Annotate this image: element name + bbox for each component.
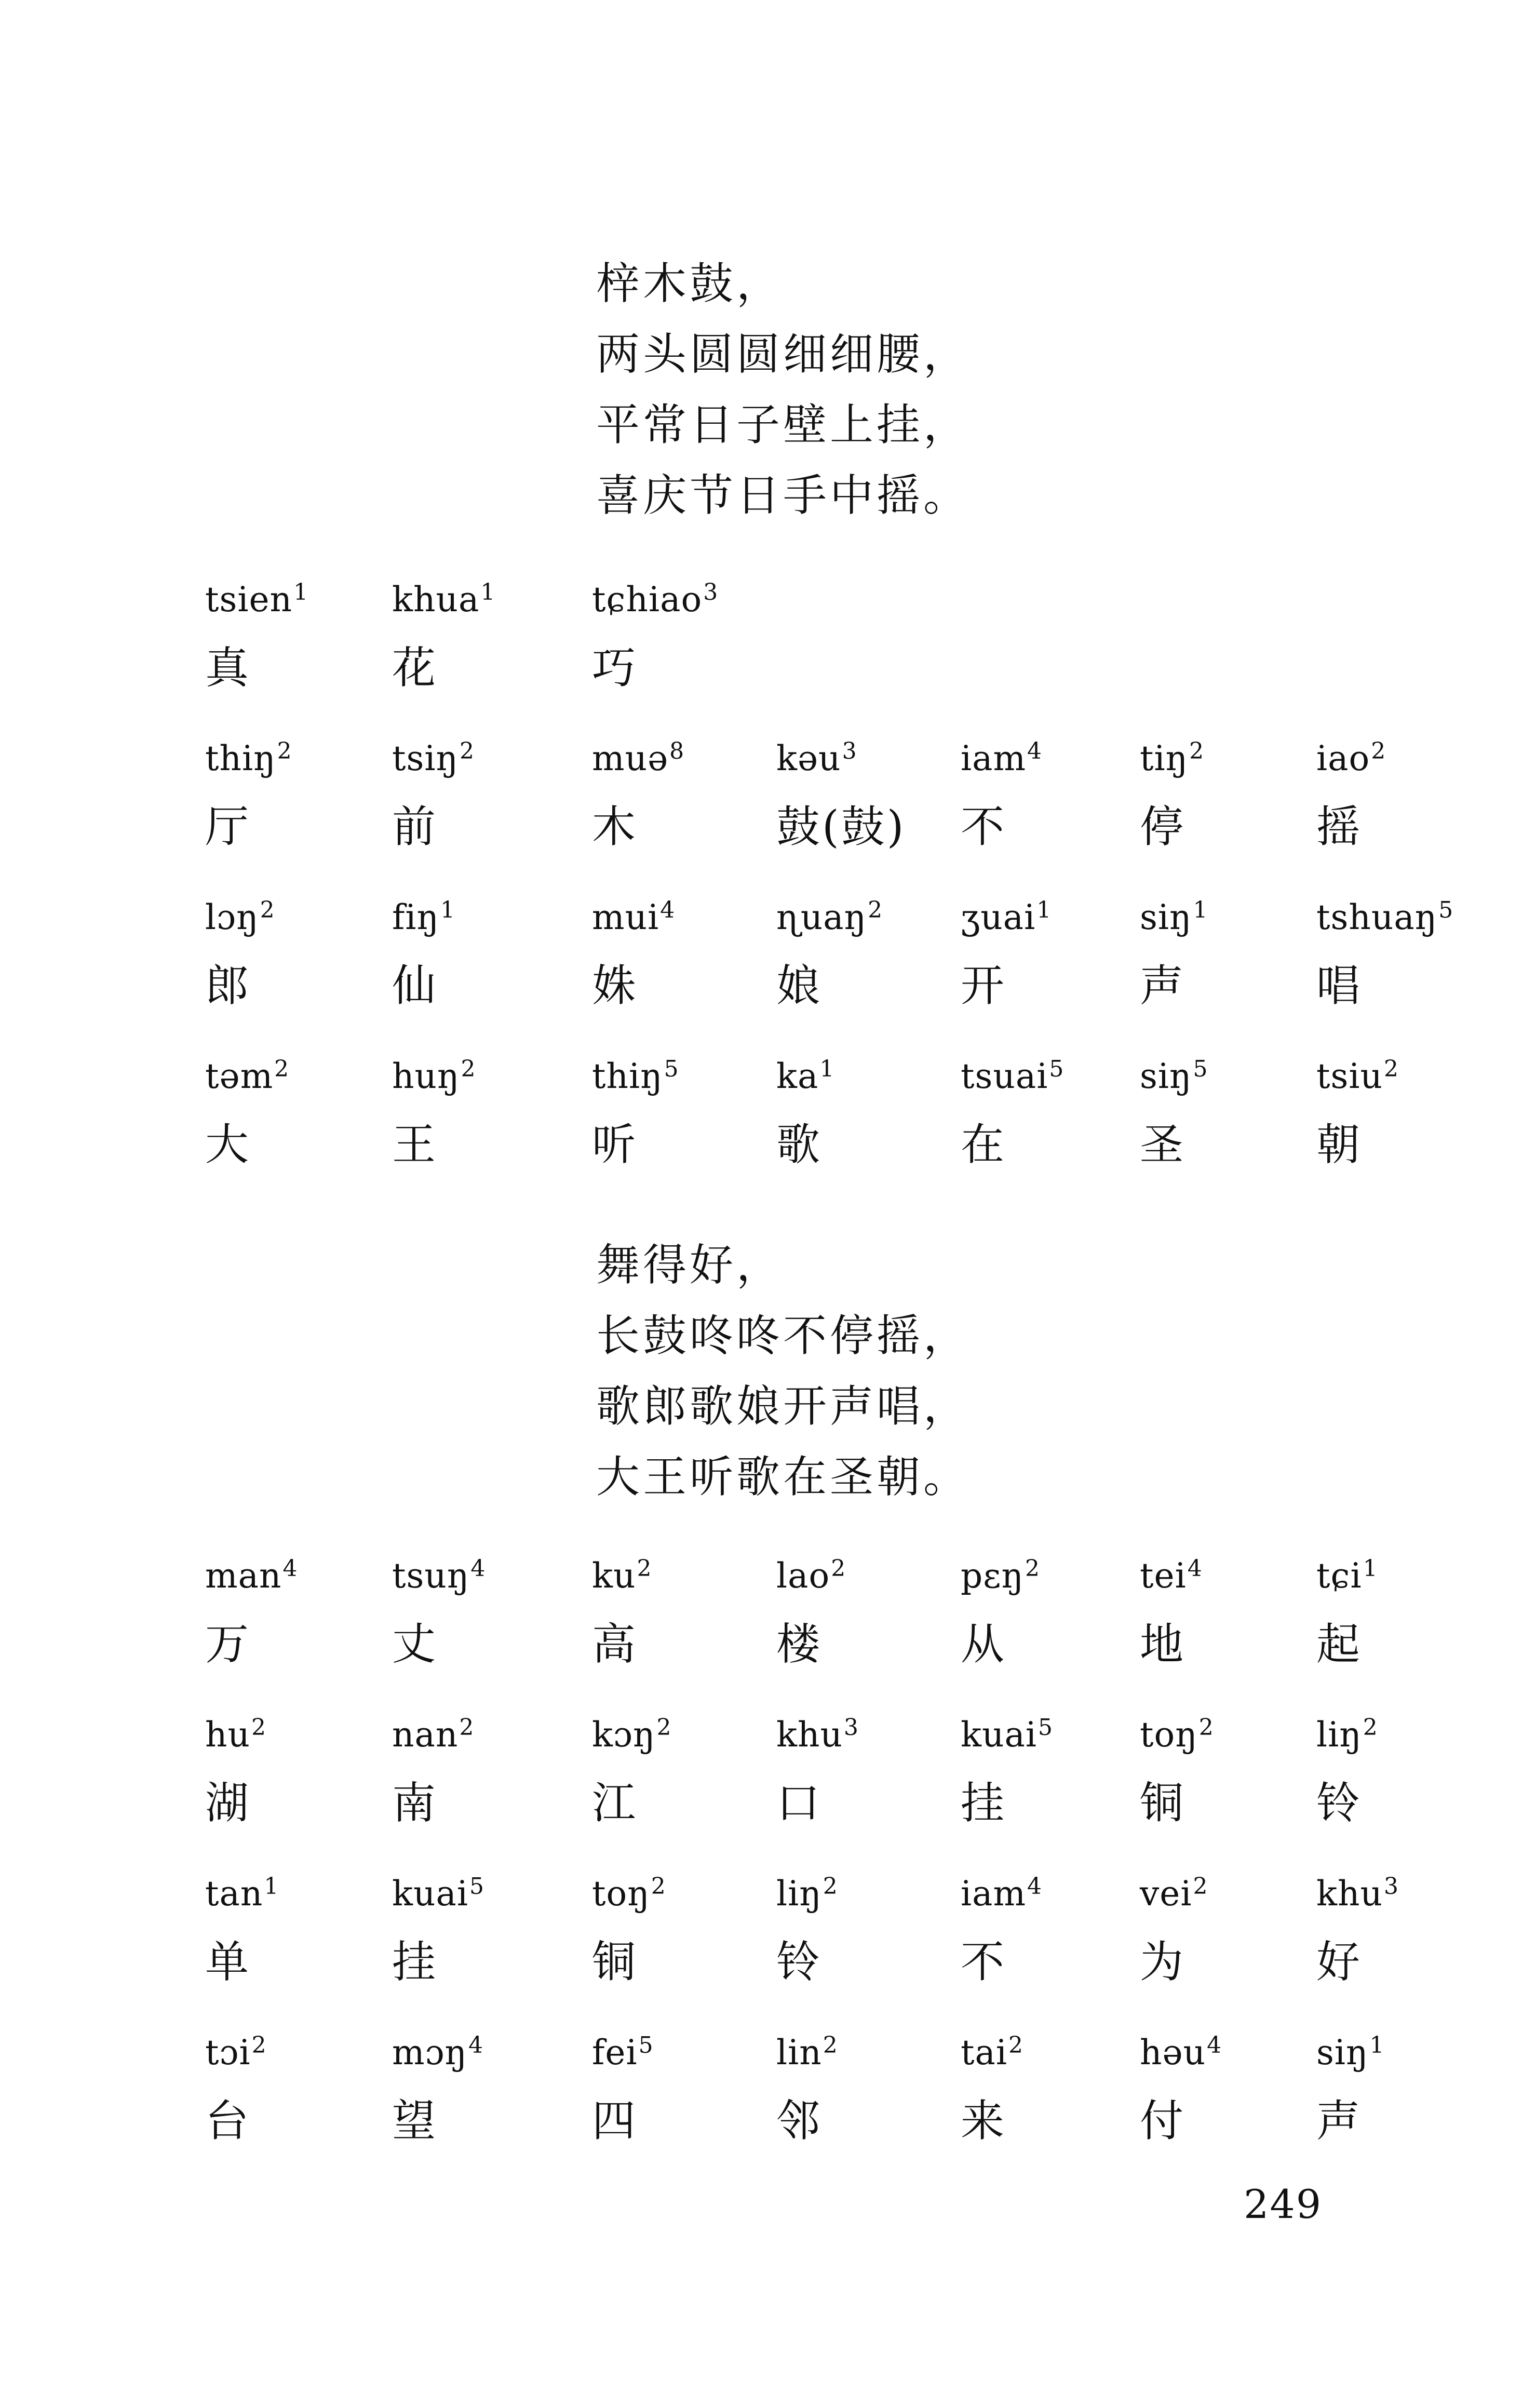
chinese-character: 万 <box>205 1619 251 1670</box>
gloss-cell <box>392 1553 486 1670</box>
romanization <box>392 1712 474 1758</box>
gloss-cell <box>392 576 495 694</box>
gloss-cell <box>592 2029 654 2147</box>
romanization-syllable: tai <box>961 2033 1007 2073</box>
chinese-character: 邻 <box>776 2095 823 2146</box>
tone-number: 2 <box>461 1056 476 1082</box>
tone-number: 2 <box>823 1873 838 1900</box>
romanization <box>1140 2029 1222 2076</box>
romanization-syllable: pɛŋ <box>961 1556 1024 1596</box>
gloss-cell <box>205 894 275 1012</box>
gloss-cell <box>592 1553 652 1670</box>
romanization <box>1140 894 1208 941</box>
gloss-cell <box>1140 735 1204 853</box>
romanization <box>1316 2029 1385 2076</box>
tone-number: 2 <box>823 2032 838 2059</box>
gloss-cell <box>392 1871 484 1988</box>
romanization <box>776 1712 859 1758</box>
romanization <box>961 1712 1053 1758</box>
chinese-character: 开 <box>961 960 1007 1011</box>
romanization <box>961 2029 1023 2076</box>
chinese-character: 大 <box>205 1119 251 1170</box>
tone-number: 2 <box>1193 1873 1208 1900</box>
romanization-syllable: həu <box>1140 2033 1206 2073</box>
tone-number: 2 <box>1025 1555 1040 1582</box>
tone-number: 2 <box>251 2032 267 2059</box>
romanization <box>392 2029 483 2076</box>
gloss-cell <box>961 1553 1040 1670</box>
romanization <box>961 735 1042 782</box>
romanization <box>961 1553 1040 1599</box>
gloss-cell <box>1140 894 1208 1012</box>
romanization <box>205 576 308 623</box>
poem-line: 两头圆圆细细腰， <box>596 329 971 380</box>
romanization-syllable: lɔŋ <box>205 897 259 937</box>
tone-number: 2 <box>637 1555 652 1582</box>
chinese-character: 高 <box>592 1619 638 1670</box>
gloss-cell <box>1316 1553 1378 1670</box>
tone-number: 1 <box>1369 2032 1385 2059</box>
chinese-character: 望 <box>392 2095 438 2146</box>
tone-number: 4 <box>282 1555 298 1582</box>
romanization <box>392 1871 484 1917</box>
romanization <box>392 1053 476 1100</box>
chinese-character: 口 <box>776 1778 823 1828</box>
romanization-syllable: ka <box>776 1056 819 1096</box>
romanization-syllable: vei <box>1140 1874 1192 1914</box>
chinese-character: 前 <box>392 801 438 852</box>
romanization-syllable: liŋ <box>1316 1715 1362 1755</box>
poem-line: 歌郎歌娘开声唱， <box>596 1381 971 1432</box>
romanization <box>205 1053 289 1100</box>
romanization <box>592 2029 654 2076</box>
gloss-row <box>205 894 1454 1053</box>
gloss-cell <box>592 735 684 853</box>
chinese-character: 停 <box>1140 801 1186 852</box>
romanization-syllable: ku <box>592 1556 636 1596</box>
romanization <box>592 735 684 782</box>
tone-number: 1 <box>1193 897 1208 923</box>
romanization-syllable: mɔŋ <box>392 2033 468 2073</box>
tone-number: 2 <box>277 738 292 764</box>
tone-number: 4 <box>470 1555 486 1582</box>
tone-number: 4 <box>1027 738 1043 764</box>
gloss-cell <box>1316 1053 1399 1171</box>
tone-number: 2 <box>260 897 275 923</box>
chinese-character: 朝 <box>1316 1119 1363 1170</box>
romanization <box>1140 1053 1208 1100</box>
romanization <box>1316 1712 1378 1758</box>
gloss-cell <box>961 1053 1064 1171</box>
chinese-character: 不 <box>961 801 1007 852</box>
tone-number: 1 <box>264 1873 279 1900</box>
tone-number: 2 <box>1198 1714 1214 1741</box>
chinese-character: 木 <box>592 801 638 852</box>
romanization-syllable: tɔi <box>205 2033 251 2073</box>
gloss-cell <box>392 1053 476 1171</box>
chinese-character: 挂 <box>392 1936 438 1987</box>
chinese-character: 不 <box>961 1936 1007 1987</box>
romanization-syllable: fei <box>592 2033 638 2073</box>
romanization-syllable: tɕhiao <box>592 580 703 620</box>
chinese-character: 南 <box>392 1778 438 1828</box>
gloss-cell <box>961 735 1042 853</box>
romanization <box>776 1053 834 1100</box>
chinese-character: 台 <box>205 2095 251 2146</box>
romanization <box>1140 1712 1214 1758</box>
romanization-syllable: khu <box>1316 1874 1383 1914</box>
gloss-cell <box>392 735 475 853</box>
gloss-cell <box>1140 1553 1203 1670</box>
romanization-syllable: man <box>205 1556 282 1596</box>
tone-number: 5 <box>1193 1056 1208 1082</box>
gloss-cell <box>776 894 883 1012</box>
romanization-syllable: siŋ <box>1140 1056 1192 1096</box>
romanization-syllable: muə <box>592 738 669 778</box>
romanization <box>776 1553 846 1599</box>
romanization <box>776 894 883 941</box>
romanization <box>776 2029 838 2076</box>
stanza-2 <box>596 1230 970 1512</box>
tone-number: 5 <box>1438 897 1454 923</box>
gloss-cell <box>776 1053 834 1171</box>
gloss-cell <box>592 1053 679 1171</box>
tone-number: 5 <box>469 1873 484 1900</box>
gloss-cell <box>392 2029 483 2147</box>
romanization <box>205 735 292 782</box>
gloss-cell <box>392 894 455 1012</box>
romanization <box>1140 1553 1203 1599</box>
gloss-cell <box>1140 1871 1208 1988</box>
romanization <box>392 894 455 941</box>
romanization <box>776 735 906 782</box>
romanization-syllable: tɕi <box>1316 1556 1362 1596</box>
tone-number: 4 <box>1027 1873 1043 1900</box>
gloss-cell <box>776 1871 838 1988</box>
chinese-character: 郎 <box>205 960 251 1011</box>
chinese-character: 圣 <box>1140 1119 1186 1170</box>
romanization-syllable: thiŋ <box>592 1056 663 1096</box>
romanization-syllable: tei <box>1140 1556 1187 1596</box>
romanization <box>392 576 495 623</box>
gloss-cell <box>1140 2029 1222 2147</box>
gloss-cell <box>776 735 906 853</box>
tone-number: 4 <box>660 897 676 923</box>
chinese-character: 仙 <box>392 960 438 1011</box>
romanization-syllable: tan <box>205 1874 263 1914</box>
romanization-syllable: kuai <box>392 1874 468 1914</box>
tone-number: 2 <box>831 1555 846 1582</box>
gloss-row <box>205 2029 1384 2188</box>
chinese-character: 厅 <box>205 801 251 852</box>
tone-number: 2 <box>656 1714 672 1741</box>
tone-number: 2 <box>1189 738 1205 764</box>
gloss-cell <box>205 576 308 694</box>
romanization-syllable: hu <box>205 1715 251 1755</box>
tone-number: 4 <box>468 2032 484 2059</box>
page-number: 249 <box>1244 2181 1323 2227</box>
romanization <box>1316 1553 1378 1599</box>
tone-number: 1 <box>480 579 496 606</box>
tone-number: 2 <box>1363 1714 1378 1741</box>
gloss-cell <box>1316 2029 1385 2147</box>
romanization <box>961 1871 1042 1917</box>
chinese-character: 起 <box>1316 1619 1363 1670</box>
chinese-character: 付 <box>1140 2095 1186 2146</box>
tone-number: 4 <box>1187 1555 1203 1582</box>
tone-number: 4 <box>1207 2032 1222 2059</box>
gloss-row <box>205 576 1384 735</box>
romanization-syllable: tsiu <box>1316 1056 1383 1096</box>
romanization <box>392 735 475 782</box>
romanization-syllable: mui <box>592 897 659 937</box>
romanization-syllable: lao <box>776 1556 830 1596</box>
tone-number: 2 <box>1384 1056 1399 1082</box>
romanization-syllable: lin <box>776 2033 822 2073</box>
romanization-syllable: siŋ <box>1140 897 1192 937</box>
romanization-syllable: siŋ <box>1316 2033 1369 2073</box>
tone-number: 2 <box>868 897 883 923</box>
romanization <box>205 2029 267 2076</box>
chinese-character: 湖 <box>205 1778 251 1828</box>
romanization-syllable: ɳuaŋ <box>776 897 867 937</box>
gloss-cell <box>1316 735 1386 853</box>
chinese-character: 歌 <box>776 1119 823 1170</box>
gloss-cell <box>205 2029 267 2147</box>
gloss-row <box>205 1553 1384 1712</box>
poem-line: 大王听歌在圣朝。 <box>596 1451 971 1502</box>
tone-number: 2 <box>459 1714 475 1741</box>
romanization-syllable: kəu <box>776 738 841 778</box>
gloss-cell <box>205 1553 298 1670</box>
chinese-character: 铜 <box>1140 1778 1186 1828</box>
chinese-character: 铜 <box>592 1936 638 1987</box>
tone-number: 1 <box>440 897 456 923</box>
romanization-syllable: nan <box>392 1715 459 1755</box>
romanization-syllable: tsuai <box>961 1056 1048 1096</box>
tone-number: 3 <box>842 738 857 764</box>
romanization <box>1140 1871 1208 1917</box>
poem-line: 平常日子壁上挂， <box>596 399 971 450</box>
tone-number: 3 <box>844 1714 859 1741</box>
romanization <box>776 1871 838 1917</box>
romanization-syllable: tsien <box>205 580 293 620</box>
romanization-syllable: tiŋ <box>1140 738 1189 778</box>
gloss-cell <box>776 1553 846 1670</box>
gloss-cell <box>205 1712 266 1829</box>
romanization <box>205 1712 266 1758</box>
chinese-character: 来 <box>961 2095 1007 2146</box>
chinese-character: 地 <box>1140 1619 1186 1670</box>
pinyin-grid-1 <box>205 576 1454 1212</box>
gloss-cell <box>1316 894 1453 1012</box>
chinese-character: 丈 <box>392 1619 438 1670</box>
poem-line: 长鼓咚咚不停摇， <box>596 1310 971 1361</box>
chinese-character: 王 <box>392 1119 438 1170</box>
tone-number: 1 <box>819 1056 835 1082</box>
tone-number: 2 <box>274 1056 290 1082</box>
romanization-syllable: təm <box>205 1056 274 1096</box>
gloss-cell <box>1316 1871 1399 1988</box>
chinese-character: 好 <box>1316 1936 1363 1987</box>
romanization-syllable: tsiŋ <box>392 738 459 778</box>
stanza-1 <box>596 248 970 531</box>
romanization <box>1316 1053 1399 1100</box>
tone-number: 1 <box>1036 897 1052 923</box>
tone-number: 2 <box>651 1873 666 1900</box>
romanization <box>1140 735 1204 782</box>
romanization-syllable: liŋ <box>776 1874 822 1914</box>
gloss-cell <box>392 1712 474 1829</box>
tone-number: 5 <box>1049 1056 1065 1082</box>
gloss-cell <box>961 1712 1053 1829</box>
gloss-cell <box>961 1871 1042 1988</box>
poem-line: 舞得好， <box>596 1240 784 1290</box>
romanization <box>205 1871 279 1917</box>
tone-number: 2 <box>1008 2032 1023 2059</box>
poem-line: 喜庆节日手中摇。 <box>596 470 971 521</box>
tone-number: 1 <box>293 579 309 606</box>
romanization-syllable: toŋ <box>1140 1715 1198 1755</box>
gloss-row <box>205 1871 1399 2029</box>
chinese-character: 楼 <box>776 1619 823 1670</box>
poem-line: 梓木鼓， <box>596 258 784 309</box>
gloss-cell <box>592 894 675 1012</box>
gloss-cell <box>592 1871 666 1988</box>
romanization <box>1316 735 1386 782</box>
chinese-character: 四 <box>592 2095 638 2146</box>
gloss-cell <box>961 894 1052 1012</box>
tone-number: 2 <box>1371 738 1386 764</box>
chinese-character: 听 <box>592 1119 638 1170</box>
romanization-syllable: fiŋ <box>392 897 440 937</box>
chinese-character: 为 <box>1140 1936 1186 1987</box>
romanization-syllable: khu <box>776 1715 843 1755</box>
romanization-syllable: thiŋ <box>205 738 276 778</box>
romanization <box>961 894 1052 941</box>
tone-number: 5 <box>1038 1714 1053 1741</box>
romanization-syllable: khua <box>392 580 480 620</box>
gloss-row <box>205 735 1384 894</box>
romanization <box>205 894 275 941</box>
romanization <box>961 1053 1064 1100</box>
chinese-character: 花 <box>392 642 438 693</box>
pinyin-grid-2 <box>205 1553 1399 2188</box>
chinese-character: 江 <box>592 1778 638 1828</box>
chinese-character: 在 <box>961 1119 1007 1170</box>
tone-number: 1 <box>1363 1555 1378 1582</box>
romanization-syllable: toŋ <box>592 1874 650 1914</box>
chinese-character: 声 <box>1316 2095 1363 2146</box>
romanization <box>592 1871 666 1917</box>
gloss-row <box>205 1712 1384 1871</box>
chinese-character: 姝 <box>592 960 638 1011</box>
tone-number: 2 <box>251 1714 267 1741</box>
gloss-row <box>205 1053 1399 1212</box>
romanization <box>592 576 718 623</box>
romanization <box>592 1712 671 1758</box>
gloss-cell <box>205 735 292 853</box>
romanization-syllable: kuai <box>961 1715 1037 1755</box>
chinese-character: 唱 <box>1316 960 1363 1011</box>
romanization-syllable: kɔŋ <box>592 1715 656 1755</box>
romanization-syllable: iao <box>1316 738 1370 778</box>
gloss-cell <box>961 2029 1023 2147</box>
tone-number: 5 <box>664 1056 679 1082</box>
chinese-character: 挂 <box>961 1778 1007 1828</box>
tone-number: 5 <box>638 2032 654 2059</box>
romanization-syllable: tsuŋ <box>392 1556 470 1596</box>
gloss-cell <box>776 2029 838 2147</box>
gloss-cell <box>1140 1712 1214 1829</box>
chinese-character: 娘 <box>776 960 823 1011</box>
romanization <box>592 1553 652 1599</box>
tone-number: 3 <box>1384 1873 1399 1900</box>
chinese-character: 鼓(鼓) <box>776 801 906 852</box>
romanization-syllable: tshuaŋ <box>1316 897 1438 937</box>
chinese-character: 巧 <box>592 642 638 693</box>
romanization-syllable: iam <box>961 1874 1027 1914</box>
gloss-cell <box>1140 1053 1208 1171</box>
romanization <box>1316 1871 1399 1917</box>
romanization-syllable: iam <box>961 738 1027 778</box>
chinese-character: 真 <box>205 642 251 693</box>
romanization <box>1316 894 1453 941</box>
gloss-cell <box>1316 1712 1378 1829</box>
chinese-character: 单 <box>205 1936 251 1987</box>
gloss-cell <box>592 1712 671 1829</box>
chinese-character: 铃 <box>1316 1778 1363 1828</box>
romanization <box>392 1553 486 1599</box>
gloss-cell <box>205 1053 289 1171</box>
chinese-character: 摇 <box>1316 801 1363 852</box>
romanization-syllable: huŋ <box>392 1056 460 1096</box>
gloss-cell <box>776 1712 859 1829</box>
gloss-cell <box>205 1871 279 1988</box>
chinese-character: 从 <box>961 1619 1007 1670</box>
romanization <box>592 894 675 941</box>
tone-number: 3 <box>703 579 719 606</box>
chinese-character: 声 <box>1140 960 1186 1011</box>
chinese-character: 铃 <box>776 1936 823 1987</box>
tone-number: 8 <box>669 738 685 764</box>
tone-number: 2 <box>460 738 475 764</box>
gloss-cell <box>592 576 718 694</box>
romanization-syllable: ʒuai <box>961 897 1036 937</box>
romanization <box>592 1053 679 1100</box>
romanization <box>205 1553 298 1599</box>
